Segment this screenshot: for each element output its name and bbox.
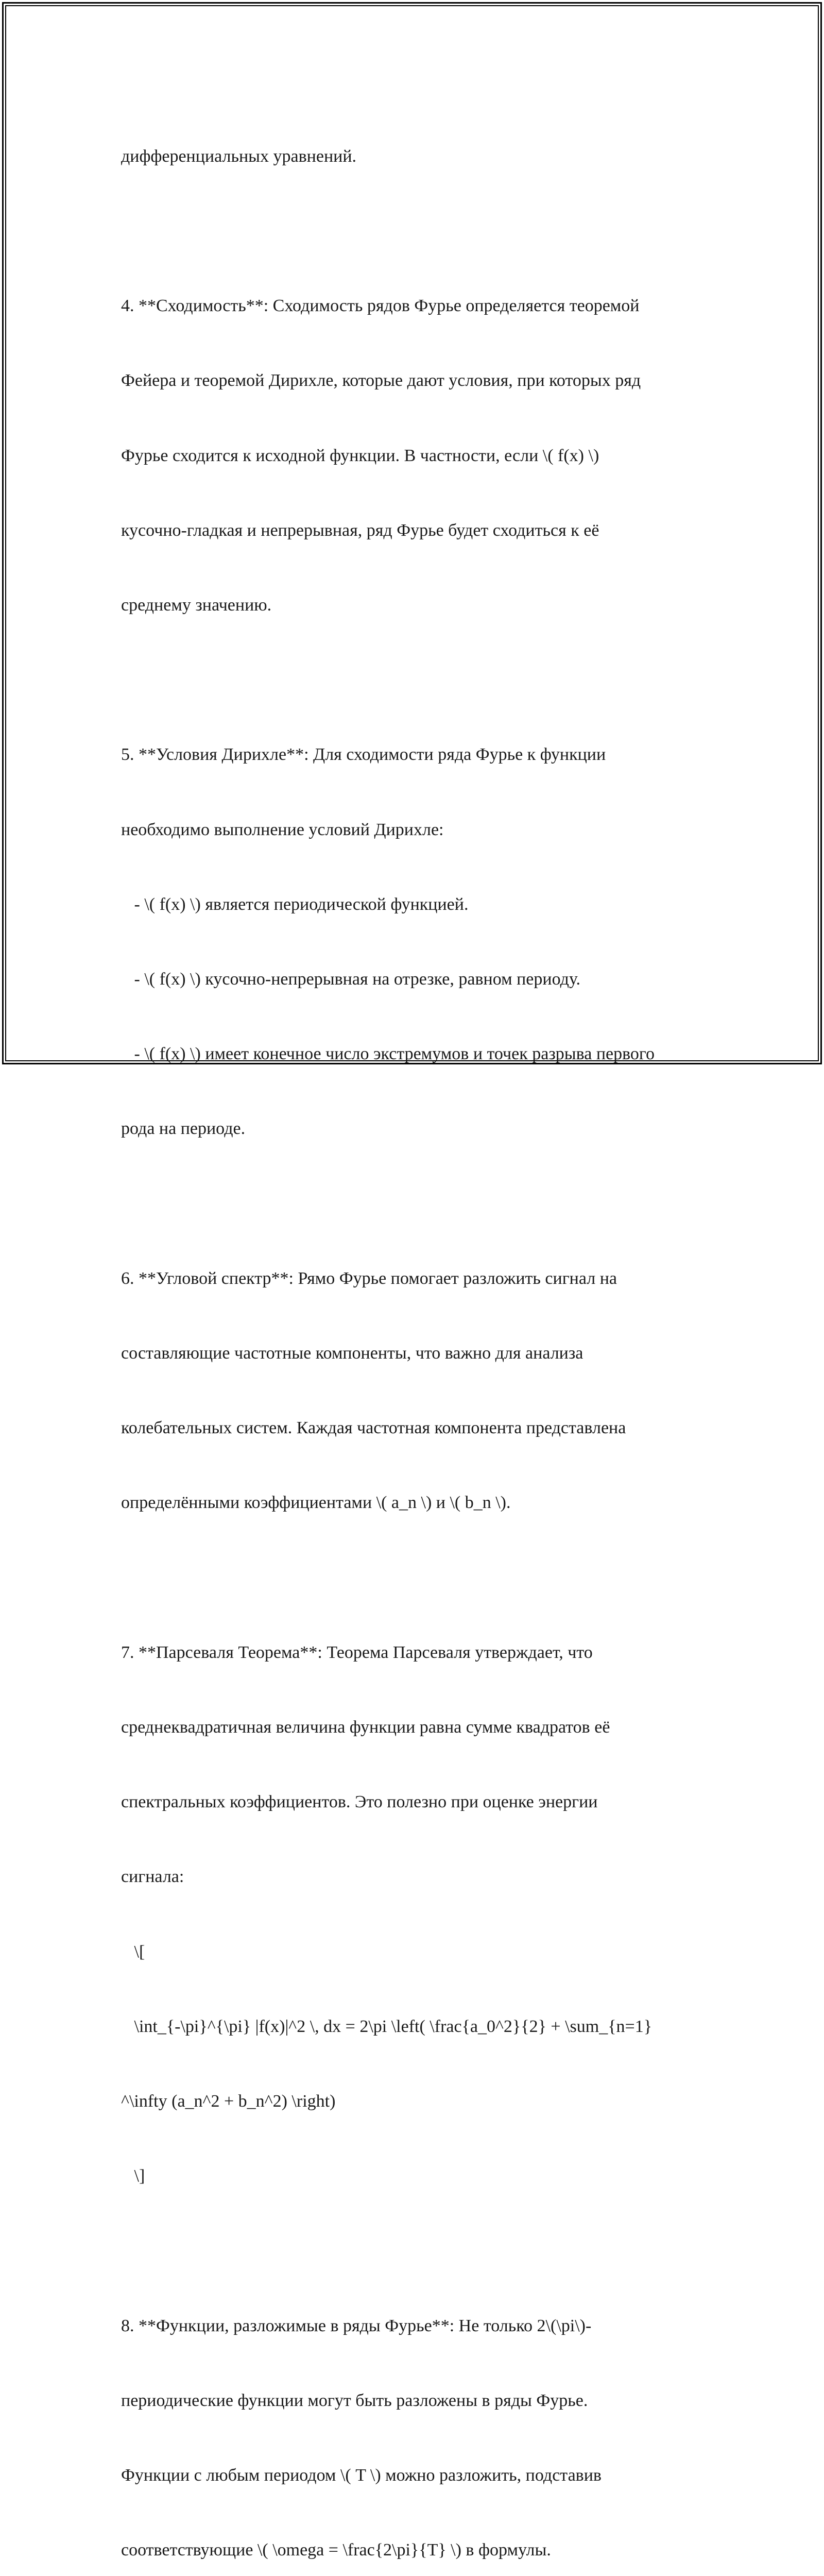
blank-line [121,1192,729,1216]
list-item: - \( f(x) \) имеет конечное число экстремумов и точек разрыва первого [121,1044,655,1064]
formula-line: ^\infty (a_n^2 + b_n^2) \right) [121,2092,336,2111]
list-item: - \( f(x) \) является периодической функцией. [121,894,469,914]
text-line: кусочно-гладкая и непрерывная, ряд Фурье будет сходиться к её [121,520,599,540]
formula-line: \int_{-\pi}^{\pi} |f(x)|^2 \, dx = 2\pi \left( \frac{a_0^2}{2} + \sum_{n=1} [121,2016,653,2036]
list-item: - \( f(x) \) кусочно-непрерывная на отрезке, равном периоду. [121,970,581,989]
text-line: 4. **Сходимость**: Сходимость рядов Фурье определяется теоремой [121,296,640,316]
text-line: среднему значению. [121,596,272,615]
formula-line: \] [121,2166,145,2186]
text-line: периодические функции могут быть разложены в ряды Фурье. [121,2391,588,2410]
formula-line: \[ [121,1942,145,1961]
text-line: Фейера и теоремой Дирихле, которые дают условия, при которых ряд [121,371,641,391]
blank-line [121,219,729,244]
text-line: 8. **Функции, разложимые в ряды Фурье**: Не только 2\(\pi\)- [121,2316,592,2335]
text-line: дифференциальных уравнений. [121,146,357,166]
text-line: 5. **Условия Дирихле**: Для сходимости ряда Фурье к функции [121,745,606,765]
text-line: составляющие частотные компоненты, что важно для анализа [121,1344,583,1363]
blank-line [121,668,729,692]
document-body [121,94,729,2576]
text-line: 7. **Парсеваля Теорема**: Теорема Парсеваля утверждает, что [121,1642,593,1662]
text-line: Функции с любым периодом \( T \) можно разложить, подставив [121,2466,602,2485]
text-line: 6. **Угловой спектр**: Рямо Фурье помогает разложить сигнал на [121,1268,617,1288]
text-line: среднеквадратичная величина функции равна сумме квадратов её [121,1718,610,1737]
blank-line [121,2239,729,2264]
text-line: необходимо выполнение условий Дирихле: [121,820,444,839]
text-line: спектральных коэффициентов. Это полезно при оценке энергии [121,1792,598,1812]
text-line: сигнала: [121,1867,184,1887]
text-line: рода на периоде. [121,1119,246,1139]
text-line: Фурье сходится к исходной функции. В частности, если \( f(x) \) [121,446,599,465]
blank-line [121,1566,729,1590]
text-line: соответствующие \( \omega = \frac{2\pi}{T} \) в формулы. [121,2540,551,2560]
text-line: колебательных систем. Каждая частотная компонента представлена [121,1418,626,1438]
text-line: определёнными коэффициентами \( a_n \) и \( b_n \). [121,1493,511,1513]
